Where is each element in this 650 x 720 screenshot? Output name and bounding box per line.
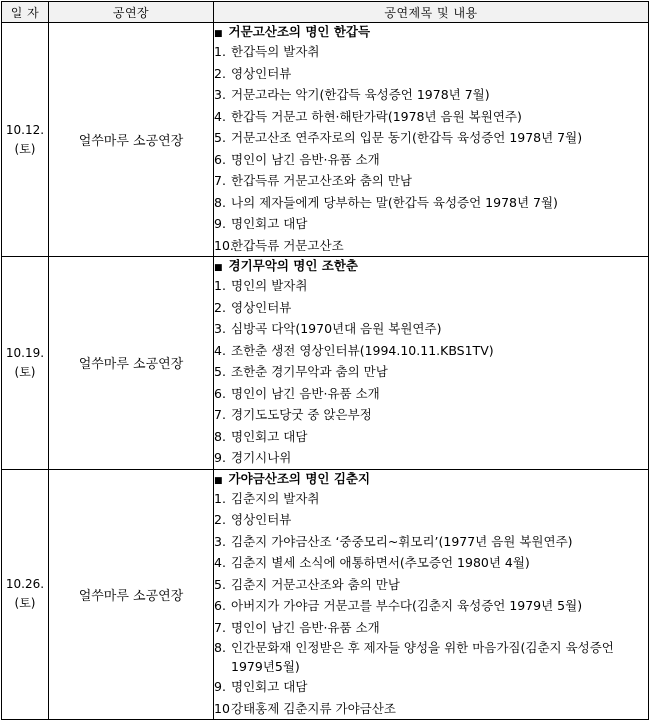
program-cell [214, 469, 649, 720]
item-text: 명인회고 대담 [231, 679, 308, 694]
square-bullet-icon: ■ [214, 263, 223, 273]
venue-text: 얼쑤마루 소공연장 [78, 588, 184, 604]
item-number: 4. [214, 108, 226, 124]
list-item [214, 574, 648, 596]
header-venue: 공연장 [49, 2, 214, 23]
item-text: 김춘지 거문고산조와 춤의 만남 [231, 576, 400, 592]
item-text: 김춘지의 발자취 [231, 490, 320, 506]
item-text: 명인이 남긴 음반·유품 소개 [231, 385, 380, 401]
venue-text: 얼쑤마루 소공연장 [78, 134, 184, 149]
item-text: 한갑득류 거문고산조와 춤의 만남 [231, 173, 412, 188]
item-text: 한갑득의 발자취 [231, 44, 320, 59]
item-number: 4. [214, 342, 226, 358]
item-number: 7. [214, 173, 226, 188]
list-item [214, 531, 648, 553]
list-item [214, 192, 648, 214]
item-number: 8. [214, 194, 226, 210]
program-cell [214, 23, 649, 257]
item-text: 강태홍제 김춘지류 가야금산조 [231, 700, 396, 716]
list-item [214, 63, 648, 85]
item-number: 6. [214, 598, 226, 613]
item-number: 3. [214, 533, 226, 549]
item-text: 경기도도당굿 중 앉은부정 [231, 407, 372, 422]
item-number: 10 [214, 700, 230, 716]
item-text: 명인회고 대담 [231, 216, 308, 231]
date-cell [2, 23, 49, 257]
program-list [214, 488, 648, 720]
item-text: 인간문화재 인정받은 후 제자들 양성을 위한 마음가짐(김춘지 육성증언 1979년5월) [231, 640, 614, 674]
list-item [214, 617, 648, 639]
item-text: 심방곡 다악(1970년대 음원 복원연주) [231, 321, 442, 336]
list-item [214, 509, 648, 531]
item-number: 7. [214, 619, 226, 635]
date-cell [2, 257, 49, 470]
program-title [214, 257, 648, 275]
venue-cell [49, 469, 214, 720]
item-text: 명인의 발자취 [231, 278, 308, 293]
item-number: 1. [214, 44, 226, 59]
item-number: 5. [214, 576, 226, 592]
program-title [214, 470, 648, 488]
list-item [214, 383, 648, 405]
item-number: 9. [214, 216, 226, 231]
list-item [214, 127, 648, 149]
list-item [214, 149, 648, 171]
item-number: 5. [214, 130, 226, 145]
item-text: 김춘지 별세 소식에 애통하면서(추모증언 1980년 4월) [231, 555, 530, 570]
list-item [214, 595, 648, 617]
item-text: 김춘지 가야금산조 ‘중중모리~휘모리’(1977년 음원 복원연주) [231, 533, 573, 549]
item-number: 4. [214, 555, 226, 570]
program-list [214, 275, 648, 469]
item-number: 6. [214, 385, 226, 401]
list-item [214, 404, 648, 426]
item-number: 3. [214, 87, 226, 102]
table-row [2, 469, 649, 720]
list-item [214, 488, 648, 510]
square-bullet-icon: ■ [214, 29, 223, 39]
list-item [214, 84, 648, 106]
list-item [214, 235, 648, 257]
item-number: 1. [214, 278, 226, 293]
item-text: 거문고라는 악기(한갑득 육성증언 1978년 7월) [231, 87, 490, 102]
item-text: 나의 제자들에게 당부하는 말(한갑득 육성증언 1978년 7월) [231, 194, 558, 210]
date-text: 10.12. [5, 122, 45, 137]
item-text: 영상인터뷰 [231, 299, 292, 315]
table-row [2, 257, 649, 470]
item-text: 한갑득 거문고 하현·해탄가락(1978년 음원 복원연주) [231, 108, 522, 124]
item-text: 영상인터뷰 [231, 512, 292, 527]
program-title-text: 거문고산조의 명인 한갑득 [228, 24, 371, 39]
item-number: 6. [214, 151, 226, 167]
item-text: 영상인터뷰 [231, 65, 292, 81]
program-list [214, 41, 648, 256]
venue-cell [49, 257, 214, 470]
item-number: 9. [214, 679, 226, 694]
item-text: 거문고산조 연주자로의 입문 동기(한갑득 육성증언 1978년 7월) [231, 130, 583, 145]
item-text: 아버지가 가야금 거문고를 부수다(김춘지 육성증언 1979년 5월) [231, 598, 583, 613]
header-program: 공연제목 및 내용 [214, 2, 649, 23]
list-item [214, 106, 648, 128]
list-item [214, 275, 648, 297]
item-number: 5. [214, 364, 226, 379]
venue-text: 얼쑤마루 소공연장 [78, 357, 184, 373]
item-number: 10. [214, 237, 234, 253]
performance-schedule-table [1, 1, 649, 720]
date-text: 10.26. [5, 577, 45, 592]
item-text: 명인회고 대담 [231, 428, 308, 444]
day-text: (토) [14, 141, 36, 156]
square-bullet-icon: ■ [214, 475, 223, 486]
date-cell [2, 469, 49, 720]
list-item [214, 676, 648, 698]
item-number: 2. [214, 299, 226, 315]
day-text: (토) [14, 596, 36, 611]
table-row [2, 23, 649, 257]
item-number: 1. [214, 490, 226, 506]
item-text: 조한춘 경기무악과 춤의 만남 [231, 364, 388, 379]
list-item [214, 41, 648, 63]
item-number: 2. [214, 512, 226, 527]
item-number: 9. [214, 450, 226, 465]
day-text: (토) [14, 364, 36, 379]
item-number: 2. [214, 65, 226, 81]
list-item [214, 361, 648, 383]
program-title [214, 23, 648, 41]
list-item [214, 340, 648, 362]
item-text: 명인이 남긴 음반·유품 소개 [231, 151, 380, 167]
list-item [214, 297, 648, 319]
table-header-row [2, 2, 649, 23]
header-date: 일 자 [2, 2, 49, 23]
item-text: 경기시나위 [231, 450, 292, 465]
list-item [214, 698, 648, 720]
item-number: 3. [214, 321, 226, 336]
program-title-text: 경기무악의 명인 조한춘 [228, 258, 358, 273]
item-number: 7. [214, 407, 226, 422]
date-text: 10.19. [5, 345, 45, 360]
program-cell [214, 257, 649, 470]
list-item [214, 426, 648, 448]
list-item [214, 638, 648, 676]
list-item [214, 170, 648, 192]
item-text: 한갑득류 거문고산조 [231, 237, 344, 253]
venue-cell [49, 23, 214, 257]
list-item [214, 447, 648, 469]
list-item [214, 213, 648, 235]
program-title-text: 가야금산조의 명인 김춘지 [228, 470, 371, 486]
list-item [214, 318, 648, 340]
item-text: 명인이 남긴 음반·유품 소개 [231, 619, 380, 635]
list-item [214, 552, 648, 574]
item-number: 8. [214, 428, 226, 444]
item-text: 조한춘 생전 영상인터뷰(1994.10.11.KBS1TV) [231, 342, 494, 358]
item-number: 8. [214, 640, 226, 655]
